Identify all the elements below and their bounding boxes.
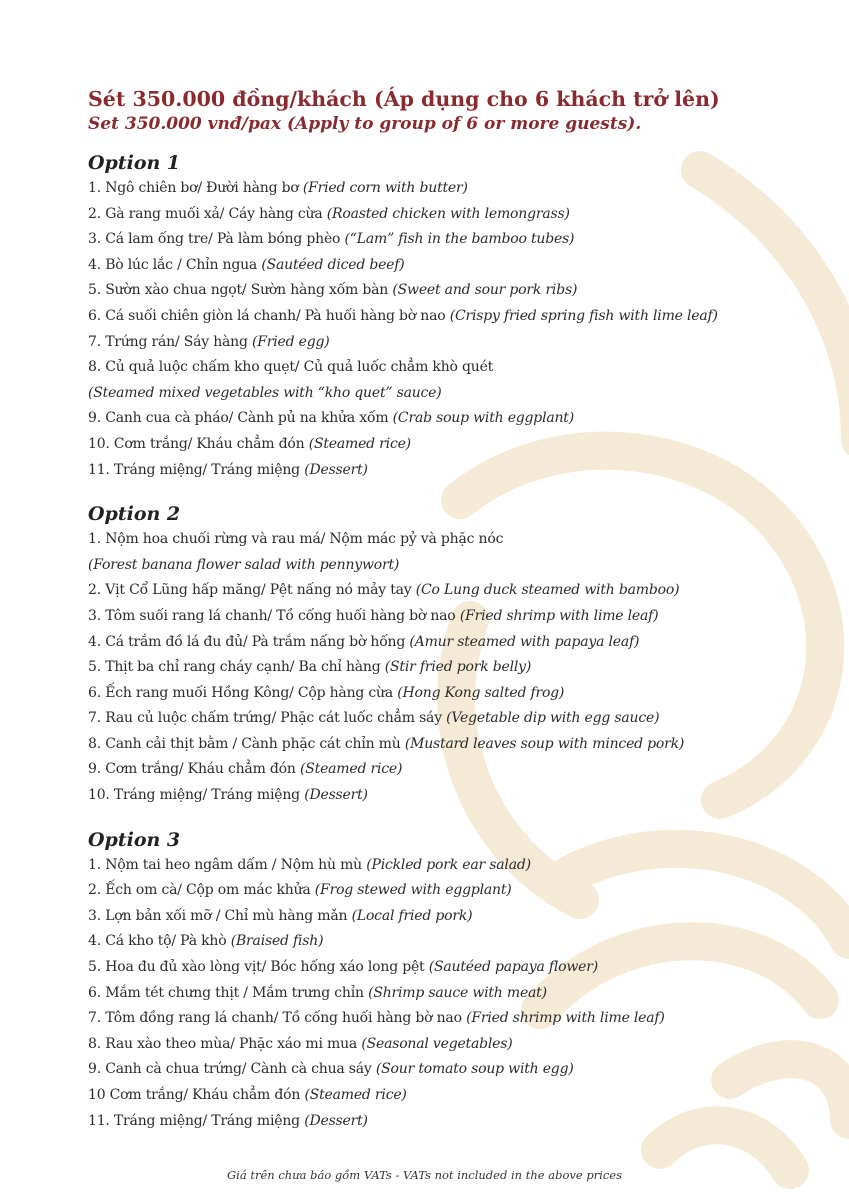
dish-item xyxy=(88,432,808,458)
dish-item xyxy=(88,630,808,656)
dish-name-vietnamese: 8. Rau xào theo mùa/ Phặc xáo mi mua xyxy=(88,1035,358,1052)
dish-name-english: (Hong Kong salted frog) xyxy=(397,684,565,701)
menu-page xyxy=(88,86,808,1134)
menu-option-1 xyxy=(88,150,808,483)
dish-item xyxy=(88,681,808,707)
dish-item xyxy=(88,1032,808,1058)
dish-name-vietnamese: 7. Trứng rán/ Sáy hàng xyxy=(88,333,248,350)
dish-list xyxy=(88,176,808,483)
dish-name-english: (Forest banana flower salad with pennywort) xyxy=(88,556,400,573)
dish-item xyxy=(88,929,808,955)
dish-name-vietnamese: 2. Vịt Cổ Lũng hấp măng/ Pệt nấng nó mảy tay xyxy=(88,582,412,599)
dish-item xyxy=(88,1057,808,1083)
dish-item xyxy=(88,732,808,758)
dish-list xyxy=(88,853,808,1135)
dish-name-english: (Fried corn with butter) xyxy=(302,180,468,196)
dish-item xyxy=(88,904,808,930)
dish-name-vietnamese: 1. Nộm tai heo ngâm dấm / Nộm hù mù xyxy=(88,856,362,873)
dish-name-english: (Braised fish) xyxy=(230,933,324,950)
dish-name-english: (Dessert) xyxy=(304,1112,368,1129)
dish-item xyxy=(88,304,808,330)
dish-item xyxy=(88,202,808,228)
dish-name-vietnamese: 4. Cá trắm đồ lá đu đủ/ Pà trắm nấng bờ hống xyxy=(88,633,406,650)
dish-item xyxy=(88,706,808,732)
dish-name-vietnamese: 3. Tôm suối rang lá chanh/ Tồ cống huối hàng bờ nao xyxy=(88,607,456,624)
dish-item xyxy=(88,604,808,630)
dish-item xyxy=(88,853,808,879)
dish-name-vietnamese: 8. Củ quả luộc chấm kho quẹt/ Củ quả luốc chẳm khò quét xyxy=(88,359,494,376)
dish-name-english: (Pickled pork ear salad) xyxy=(366,856,531,873)
dish-name-vietnamese: 2. Gà rang muối xả/ Cáy hàng cừa xyxy=(88,205,323,222)
dish-item xyxy=(88,878,808,904)
dish-name-vietnamese: 7. Tôm đồng rang lá chanh/ Tồ cống huối hàng bờ nao xyxy=(88,1010,462,1027)
dish-item xyxy=(88,406,808,432)
dish-item xyxy=(88,655,808,681)
dish-name-vietnamese: 6. Mắm tét chưng thịt / Mắm trưng chỉn xyxy=(88,984,364,1001)
dish-name-vietnamese: 10 Cơm trắng/ Kháu chẳm đón xyxy=(88,1087,301,1103)
dish-item xyxy=(88,527,808,578)
dish-name-vietnamese: 5. Hoa đu đủ xào lòng vịt/ Bóc hống xáo long pệt xyxy=(88,959,425,976)
dish-name-vietnamese: 6. Ếch rang muối Hồng Kông/ Cộp hàng cừa xyxy=(88,684,393,701)
dish-item xyxy=(88,1083,808,1109)
dish-name-vietnamese: 8. Canh cải thịt bằm / Cành phặc cát chỉn mù xyxy=(88,735,401,752)
dish-item xyxy=(88,227,808,253)
menu-option-2 xyxy=(88,501,808,809)
dish-name-vietnamese: 3. Cá lam ống tre/ Pà làm bóng phèo xyxy=(88,231,341,248)
dish-name-english: (Crab soup with eggplant) xyxy=(392,410,574,427)
dish-name-english: (Local fried pork) xyxy=(351,907,473,924)
dish-item xyxy=(88,1109,808,1135)
dish-name-english: (Dessert) xyxy=(304,787,368,804)
dish-name-vietnamese: 11. Tráng miệng/ Tráng miệng xyxy=(88,461,300,478)
dish-name-english: (Sweet and sour pork ribs) xyxy=(392,282,578,299)
menu-option-3 xyxy=(88,827,808,1135)
option-title: Option 2 xyxy=(88,503,181,526)
dish-item xyxy=(88,757,808,783)
set-title-english: Set 350.000 vnđ/pax (Apply to group of 6 or more guests). xyxy=(88,114,642,134)
dish-item xyxy=(88,458,808,484)
dish-name-vietnamese: 4. Bò lúc lắc / Chỉn ngua xyxy=(88,256,258,273)
dish-name-english: (Shrimp sauce with meat) xyxy=(368,984,547,1001)
dish-name-english: (Amur steamed with papaya leaf) xyxy=(409,633,640,650)
dish-list xyxy=(88,527,808,809)
dish-name-english: (Fried shrimp with lime leaf) xyxy=(459,607,659,624)
dish-name-vietnamese: 3. Lợn bản xối mỡ / Chỉ mù hàng mǎn xyxy=(88,907,348,924)
dish-item xyxy=(88,176,808,202)
dish-name-english: (Sautéed papaya flower) xyxy=(428,959,599,976)
options-container xyxy=(88,150,808,1134)
dish-name-vietnamese: 2. Ếch om cà/ Cộp om mác khửa xyxy=(88,882,311,899)
dish-name-english: (Fried shrimp with lime leaf) xyxy=(466,1010,665,1027)
dish-name-english: (Steamed rice) xyxy=(308,435,411,452)
dish-name-vietnamese: 6. Cá suối chiên giòn lá chanh/ Pà huối hàng bờ nao xyxy=(88,307,446,324)
dish-item xyxy=(88,783,808,809)
dish-name-english: (Stir fried pork belly) xyxy=(384,659,532,676)
dish-name-vietnamese: 11. Tráng miệng/ Tráng miệng xyxy=(88,1112,300,1129)
dish-name-english: (Sautéed diced beef) xyxy=(261,256,405,273)
dish-name-english: (Seasonal vegetables) xyxy=(361,1035,513,1052)
dish-name-english: (Steamed mixed vegetables with “kho quet” sauce) xyxy=(88,384,442,401)
dish-name-english: (Sour tomato soup with egg) xyxy=(375,1061,574,1078)
dish-item xyxy=(88,253,808,279)
dish-item xyxy=(88,278,808,304)
dish-name-vietnamese: 10. Tráng miệng/ Tráng miệng xyxy=(88,787,300,804)
option-title: Option 1 xyxy=(88,152,181,174)
dish-name-english: (Steamed rice) xyxy=(304,1087,407,1103)
dish-name-english: (Fried egg) xyxy=(252,333,330,350)
dish-name-english: (Mustard leaves soup with minced pork) xyxy=(404,735,685,752)
dish-name-vietnamese: 9. Canh cà chua trứng/ Cành cà chua sáy xyxy=(88,1061,372,1078)
dish-item xyxy=(88,1006,808,1032)
dish-name-english: (Dessert) xyxy=(304,461,368,478)
dish-name-vietnamese: 10. Cơm trắng/ Kháu chẳm đón xyxy=(88,435,305,452)
dish-name-vietnamese: 9. Canh cua cà pháo/ Cành pủ na khửa xốm xyxy=(88,410,389,427)
dish-name-vietnamese: 5. Thịt ba chỉ rang cháy cạnh/ Ba chỉ hàng xyxy=(88,659,381,676)
dish-item xyxy=(88,330,808,356)
dish-name-english: (Co Lung duck steamed with bamboo) xyxy=(415,582,680,599)
dish-name-vietnamese: 1. Nộm hoa chuối rừng và rau má/ Nộm mác pỷ và phặc nóc xyxy=(88,531,504,548)
dish-name-vietnamese: 5. Sườn xào chua ngọt/ Sườn hàng xốm bàn xyxy=(88,282,389,299)
dish-name-english: (Vegetable dip with egg sauce) xyxy=(446,710,660,727)
dish-name-vietnamese: 9. Cơm trắng/ Kháu chẳm đón xyxy=(88,761,296,778)
dish-item xyxy=(88,355,808,406)
dish-name-english: (Crispy fried spring fish with lime leaf) xyxy=(449,307,718,324)
dish-name-english: (“Lam” fish in the bamboo tubes) xyxy=(344,231,575,248)
dish-name-english: (Steamed rice) xyxy=(299,761,403,778)
set-title-vietnamese: Sét 350.000 đồng/khách (Áp dụng cho 6 khách trở lên) xyxy=(88,87,720,111)
dish-name-vietnamese: 1. Ngô chiên bơ/ Đười hàng bơ xyxy=(88,180,299,196)
dish-name-english: (Roasted chicken with lemongrass) xyxy=(326,205,570,222)
dish-name-vietnamese: 4. Cá kho tộ/ Pà khò xyxy=(88,933,227,950)
dish-item xyxy=(88,955,808,981)
dish-item xyxy=(88,578,808,604)
dish-name-english: (Frog stewed with eggplant) xyxy=(314,882,512,899)
dish-item xyxy=(88,981,808,1007)
footer-note: Giá trên chưa báo gồm VATs - VATs not included in the above prices xyxy=(226,1168,623,1182)
dish-name-vietnamese: 7. Rau củ luộc chấm trứng/ Phặc cát luốc chẳm sáy xyxy=(88,710,442,727)
option-title: Option 3 xyxy=(88,828,181,851)
